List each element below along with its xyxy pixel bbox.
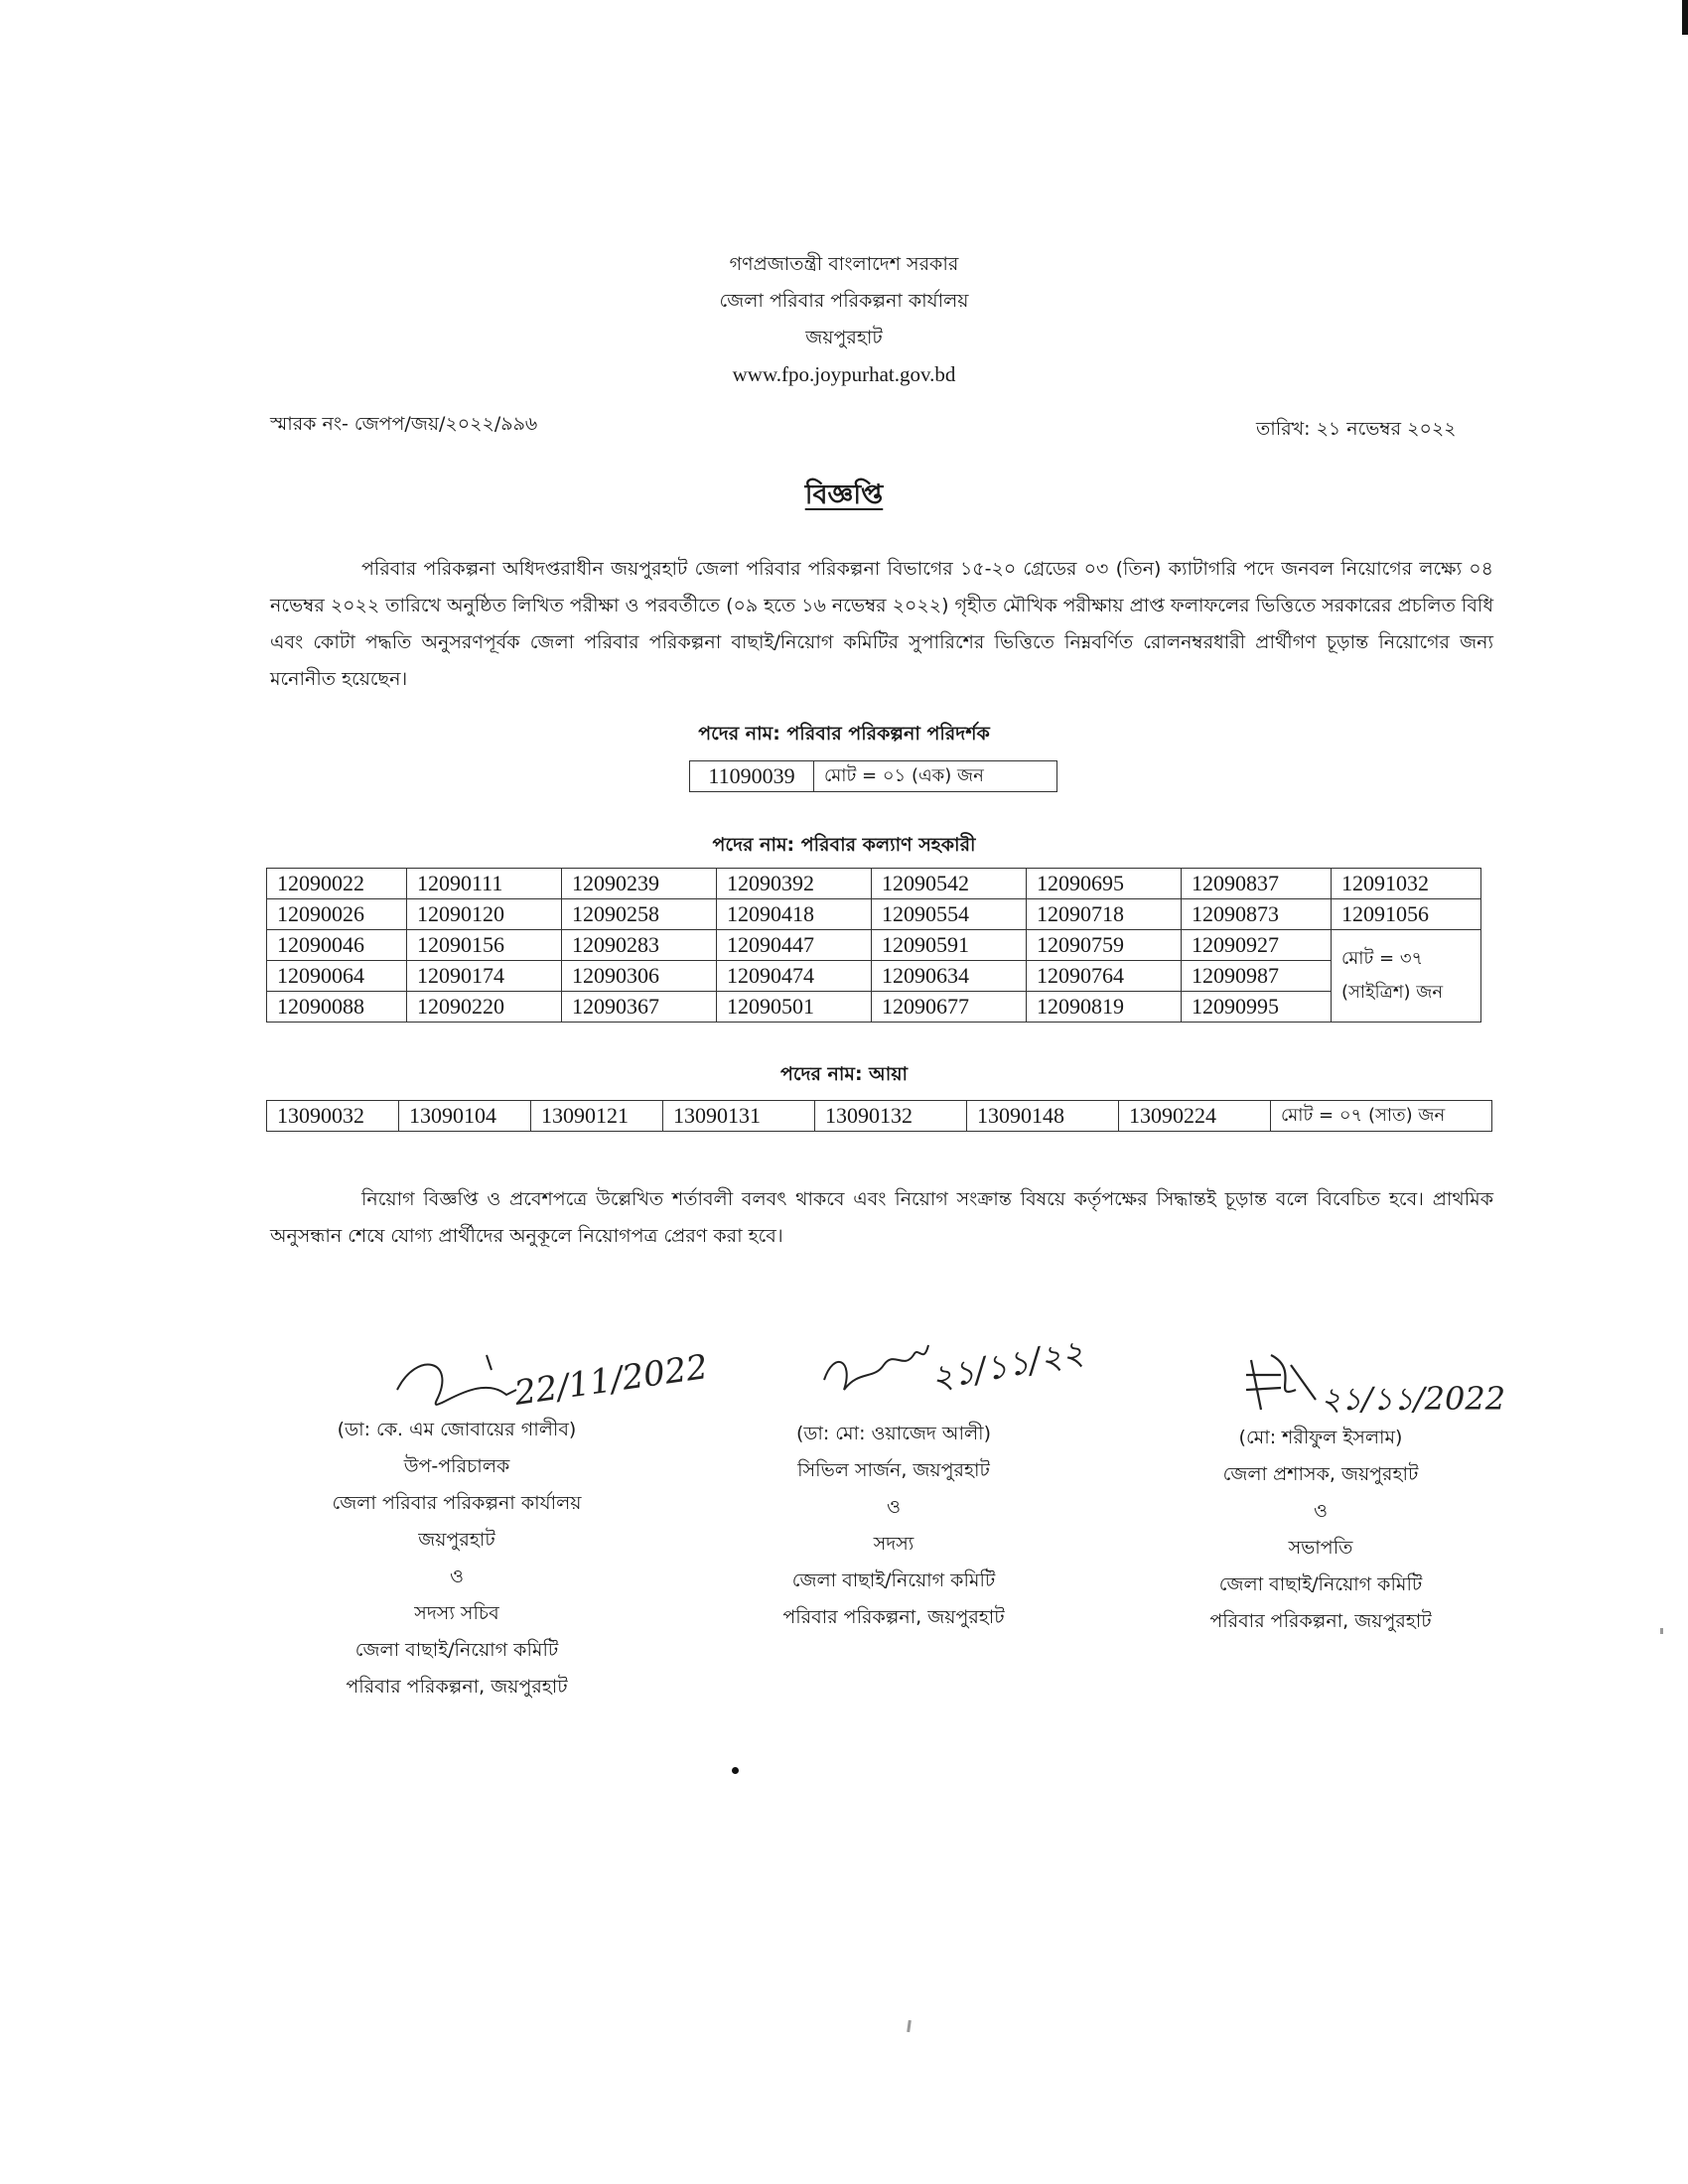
roll-cell: 12090418 <box>717 899 872 930</box>
signatory-3 <box>1122 1420 1519 1640</box>
roll-cell: 12090677 <box>872 992 1027 1023</box>
total-cell: মোট = ০৭ (সাত) জন <box>1271 1101 1492 1132</box>
roll-cell: 12090591 <box>872 930 1027 961</box>
intro-paragraph <box>270 551 1493 698</box>
scan-dot <box>732 1767 739 1774</box>
signature-3-date: ২১/১১/2022 <box>1321 1380 1506 1418</box>
roll-cell: 12090987 <box>1182 961 1332 992</box>
signatory-2 <box>695 1416 1092 1636</box>
roll-cell: 12090764 <box>1027 961 1182 992</box>
roll-cell: 11090039 <box>690 761 814 792</box>
signatory-line: সভাপতি <box>1288 1537 1353 1559</box>
roll-cell: 12090718 <box>1027 899 1182 930</box>
roll-cell: 12090064 <box>267 961 407 992</box>
roll-cell: 12090927 <box>1182 930 1332 961</box>
signatory-line: জেলা পরিবার পরিকল্পনা কার্যালয় <box>332 1492 582 1514</box>
roll-cell: 12090542 <box>872 869 1027 899</box>
roll-cell: 13090104 <box>399 1101 531 1132</box>
roll-cell: 13090032 <box>267 1101 399 1132</box>
scan-speck <box>907 2020 912 2032</box>
govt-name: গণপ্রজাতন্ত্রী বাংলাদেশ সরকার <box>729 253 959 275</box>
roll-cell: 13090121 <box>531 1101 663 1132</box>
roll-cell: 12090220 <box>407 992 562 1023</box>
roll-cell: 13090224 <box>1119 1101 1271 1132</box>
signatory-line: ও <box>1314 1500 1328 1522</box>
roll-cell: 12090088 <box>267 992 407 1023</box>
roll-cell: 12090367 <box>562 992 717 1023</box>
intro-text: পরিবার পরিকল্পনা অধিদপ্তরাধীন জয়পুরহাট জেলা পরিবার পরিকল্পনা বিভাগের ১৫-২০ গ্রেডের ০৩ (তিন) ক্যাটাগরি পদে জনবল নিয়োগের লক্ষ্যে ০৪ নভেম্বর ২০২২ তারিখে অনুষ্ঠিত লিখিত পরীক্ষা ও পরবর্তীতে (০৯ হতে ১৬ নভেম্বর ২০২২) গৃহীত মৌখিক পরীক্ষায় প্রাপ্ত ফলাফলের ভিত্তিতে সরকারের প্রচলিত বিধি এবং কোটা পদ্ধতি অনুসরণপূর্বক জেলা পরিবার পরিকল্পনা বাছাই/নিয়োগ কমিটির সুপারিশের ভিত্তিতে নিম্নবর্ণিত রোলনম্বরধারী প্রার্থীগণ চূড়ান্ত নিয়োগের জন্য মনোনীত হয়েছেন। <box>270 558 1493 690</box>
table-row <box>267 961 1481 992</box>
scan-speck <box>1660 1628 1663 1634</box>
roll-cell: 12090837 <box>1182 869 1332 899</box>
signatory-line: জয়পুরহাট <box>418 1529 495 1551</box>
signatory-line: জেলা প্রশাসক, জয়পুরহাট <box>1222 1463 1419 1485</box>
table-row <box>267 899 1481 930</box>
signatory-name: (মো: শরীফুল ইসলাম) <box>1238 1427 1403 1448</box>
roll-cell: 12090447 <box>717 930 872 961</box>
signatory-line: জেলা বাছাই/নিয়োগ কমিটি <box>1218 1573 1423 1595</box>
roll-cell: 13090131 <box>663 1101 815 1132</box>
table-row <box>267 869 1481 899</box>
roll-cell: 12090111 <box>407 869 562 899</box>
memo-number: স্মারক নং- জেপপ/জয়/২০২২/৯৯৬ <box>270 413 538 435</box>
closing-paragraph <box>270 1181 1493 1255</box>
signatory-line: জেলা বাছাই/নিয়োগ কমিটি <box>354 1639 559 1661</box>
post1-title: পদের নাম: পরিবার পরিকল্পনা পরিদর্শক <box>698 723 990 745</box>
office-name: জেলা পরিবার পরিকল্পনা কার্যালয় <box>719 290 969 312</box>
post2-title: পদের নাম: পরিবার কল্যাণ সহকারী <box>712 834 976 856</box>
signatory-line: ও <box>887 1496 901 1518</box>
office-location: জয়পুরহাট <box>805 327 883 348</box>
roll-cell: 12090474 <box>717 961 872 992</box>
post3-table <box>266 1100 1492 1132</box>
roll-cell: 12090174 <box>407 961 562 992</box>
roll-cell: 12090695 <box>1027 869 1182 899</box>
signatory-line: পরিবার পরিকল্পনা, জয়পুরহাট <box>1209 1610 1432 1632</box>
roll-cell: 12090283 <box>562 930 717 961</box>
roll-cell: 12090554 <box>872 899 1027 930</box>
roll-cell: 12090873 <box>1182 899 1332 930</box>
post3-title: পদের নাম: আয়া <box>779 1063 909 1085</box>
table-row <box>267 930 1481 961</box>
signatory-line: সিভিল সার্জন, জয়পুরহাট <box>797 1459 990 1481</box>
roll-cell: 12091032 <box>1332 869 1481 899</box>
notice-title-wrap <box>0 475 1688 519</box>
post2-table <box>266 868 1481 1023</box>
office-header <box>0 246 1688 393</box>
roll-cell: 12091056 <box>1332 899 1481 930</box>
roll-cell: 12090258 <box>562 899 717 930</box>
roll-cell: 12090306 <box>562 961 717 992</box>
roll-cell: 13090132 <box>815 1101 967 1132</box>
office-website: www.fpo.joypurhat.gov.bd <box>732 362 956 386</box>
total-cell: মোট = ০১ (এক) জন <box>814 761 1057 792</box>
roll-cell: 12090120 <box>407 899 562 930</box>
table-row <box>267 1101 1492 1132</box>
signatory-line: জেলা বাছাই/নিয়োগ কমিটি <box>791 1570 996 1591</box>
closing-text: নিয়োগ বিজ্ঞপ্তি ও প্রবেশপত্রে উল্লেখিত শর্তাবলী বলবৎ থাকবে এবং নিয়োগ সংক্রান্ত বিষয়ে কর্তৃপক্ষের সিদ্ধান্তই চূড়ান্ত বলে বিবেচিত হবে। প্রাথমিক অনুসন্ধান শেষে যোগ্য প্রার্থীদের অনুকূলে নিয়োগপত্র প্রেরণ করা হবে। <box>270 1188 1493 1247</box>
roll-cell: 12090022 <box>267 869 407 899</box>
table-row <box>267 992 1481 1023</box>
roll-cell: 12090156 <box>407 930 562 961</box>
page-edge-mark <box>1682 0 1688 35</box>
table-row <box>690 761 1057 792</box>
signatory-line: সদস্য <box>873 1533 914 1555</box>
signatory-line: পরিবার পরিকল্পনা, জয়পুরহাট <box>782 1606 1005 1628</box>
roll-cell: 12090759 <box>1027 930 1182 961</box>
signatory-line: উপ-পরিচালক <box>403 1455 510 1477</box>
signature-1-date: 22/11/2022 <box>511 1347 711 1414</box>
roll-cell: 13090148 <box>967 1101 1119 1132</box>
signatory-line: ও <box>450 1566 464 1587</box>
roll-cell: 12090239 <box>562 869 717 899</box>
signatory-name: (ডা: কে. এম জোবায়ের গালীব) <box>337 1419 577 1440</box>
notice-title: বিজ্ঞপ্তি <box>804 479 884 510</box>
roll-cell: 12090501 <box>717 992 872 1023</box>
roll-cell: 12090819 <box>1027 992 1182 1023</box>
roll-cell: 12090392 <box>717 869 872 899</box>
total-cell: মোট = ৩৭ (সাইত্রিশ) জন <box>1332 930 1481 1023</box>
signature-2 <box>814 1310 1142 1420</box>
signatory-1 <box>258 1412 655 1706</box>
roll-cell: 12090634 <box>872 961 1027 992</box>
roll-cell: 12090026 <box>267 899 407 930</box>
roll-cell: 12090046 <box>267 930 407 961</box>
notice-date: তারিখ: ২১ নভেম্বর ২০২২ <box>1256 418 1457 440</box>
signatory-name: (ডা: মো: ওয়াজেদ আলী) <box>795 1423 992 1444</box>
signature-2-date: ২১/১১/২২ <box>927 1332 1087 1399</box>
post1-table <box>689 760 1057 792</box>
roll-cell: 12090995 <box>1182 992 1332 1023</box>
signatory-line: সদস্য সচিব <box>414 1602 499 1624</box>
signatory-line: পরিবার পরিকল্পনা, জয়পুরহাট <box>346 1676 568 1698</box>
